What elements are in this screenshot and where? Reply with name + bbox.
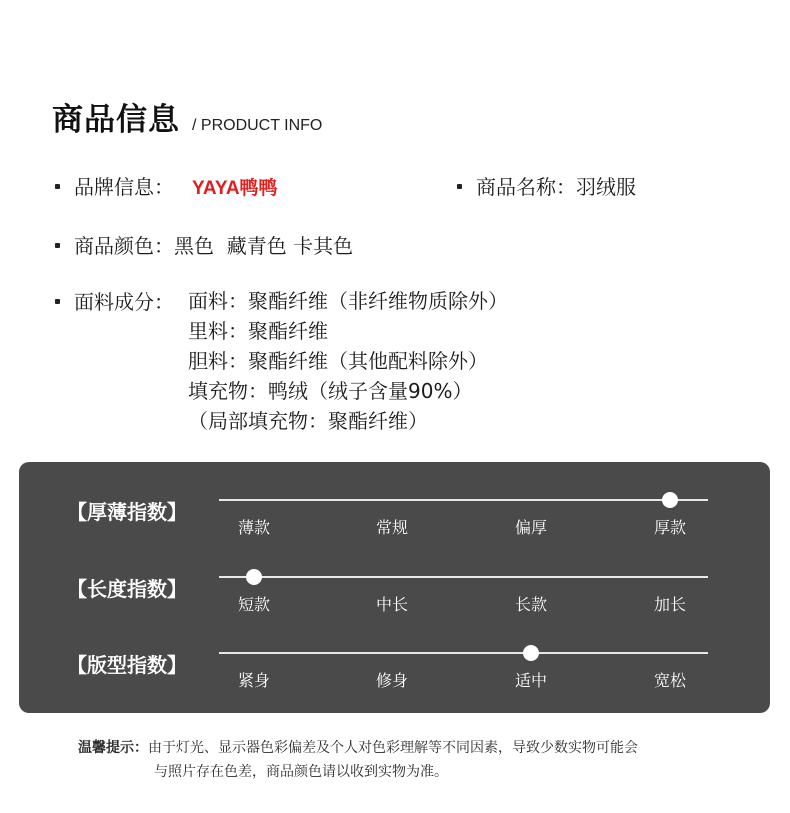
color-label: 商品颜色： — [74, 234, 174, 258]
index-track — [219, 652, 708, 654]
disclaimer-line-1: 由于灯光、显示器色彩偏差及个人对色彩理解等不同因素，导致少数实物可能会 — [148, 740, 638, 756]
color-row — [55, 230, 353, 259]
index-knob — [523, 645, 539, 661]
bullet-dot — [55, 243, 60, 248]
bullet-dot — [457, 184, 462, 189]
fabric-line-partial-filling: （局部填充物：聚酯纤维） — [188, 409, 428, 433]
color-disclaimer — [78, 736, 638, 784]
fabric-line-outer: 面料：聚酯纤维（非纤维物质除外） — [188, 289, 508, 313]
brand-row — [55, 171, 278, 200]
index-option: 短款 — [237, 595, 271, 614]
index-option: 薄款 — [237, 518, 271, 537]
index-option: 修身 — [375, 671, 409, 690]
fabric-line-filling: 填充物：鸭绒（绒子含量90%） — [188, 379, 473, 403]
metric-title: 【长度指数】 — [67, 577, 187, 601]
index-track — [219, 576, 708, 578]
index-option: 加长 — [653, 595, 687, 614]
metric-title: 【厚薄指数】 — [67, 500, 187, 524]
section-title-en: / PRODUCT INFO — [192, 117, 323, 134]
index-option: 紧身 — [237, 671, 271, 690]
product-name-row — [457, 171, 636, 200]
section-header — [52, 94, 322, 139]
brand-label: 品牌信息： — [74, 175, 174, 199]
index-option: 中长 — [375, 595, 409, 614]
bullet-dot — [55, 184, 60, 189]
fabric-label: 面料成分： — [74, 290, 174, 314]
thickness-index — [19, 466, 770, 536]
disclaimer-line-2: 与照片存在色差，商品颜色请以收到实物为准。 — [154, 764, 448, 780]
disclaimer-label: 温馨提示： — [78, 740, 148, 756]
color-value: 黑色 藏青色 卡其色 — [174, 234, 354, 258]
product-name-value: 羽绒服 — [576, 175, 636, 199]
brand-value: YAYA鸭鸭 — [192, 178, 278, 199]
length-index — [19, 543, 770, 613]
fit-index — [19, 619, 770, 689]
index-option: 厚款 — [653, 518, 687, 537]
index-panel — [19, 462, 770, 713]
section-title-cn: 商品信息 — [52, 102, 180, 138]
index-option: 常规 — [375, 518, 409, 537]
product-name-label: 商品名称： — [476, 175, 576, 199]
fabric-composition-list — [188, 286, 508, 436]
index-knob — [246, 569, 262, 585]
fabric-row — [55, 286, 174, 315]
index-track — [219, 499, 708, 501]
index-knob — [662, 492, 678, 508]
fabric-line-liner: 胆料：聚酯纤维（其他配料除外） — [188, 349, 488, 373]
index-option: 偏厚 — [514, 518, 548, 537]
bullet-dot — [55, 299, 60, 304]
index-option: 宽松 — [653, 671, 687, 690]
index-option: 长款 — [514, 595, 548, 614]
index-option: 适中 — [514, 671, 548, 690]
fabric-line-lining: 里料：聚酯纤维 — [188, 319, 328, 343]
metric-title: 【版型指数】 — [67, 653, 187, 677]
